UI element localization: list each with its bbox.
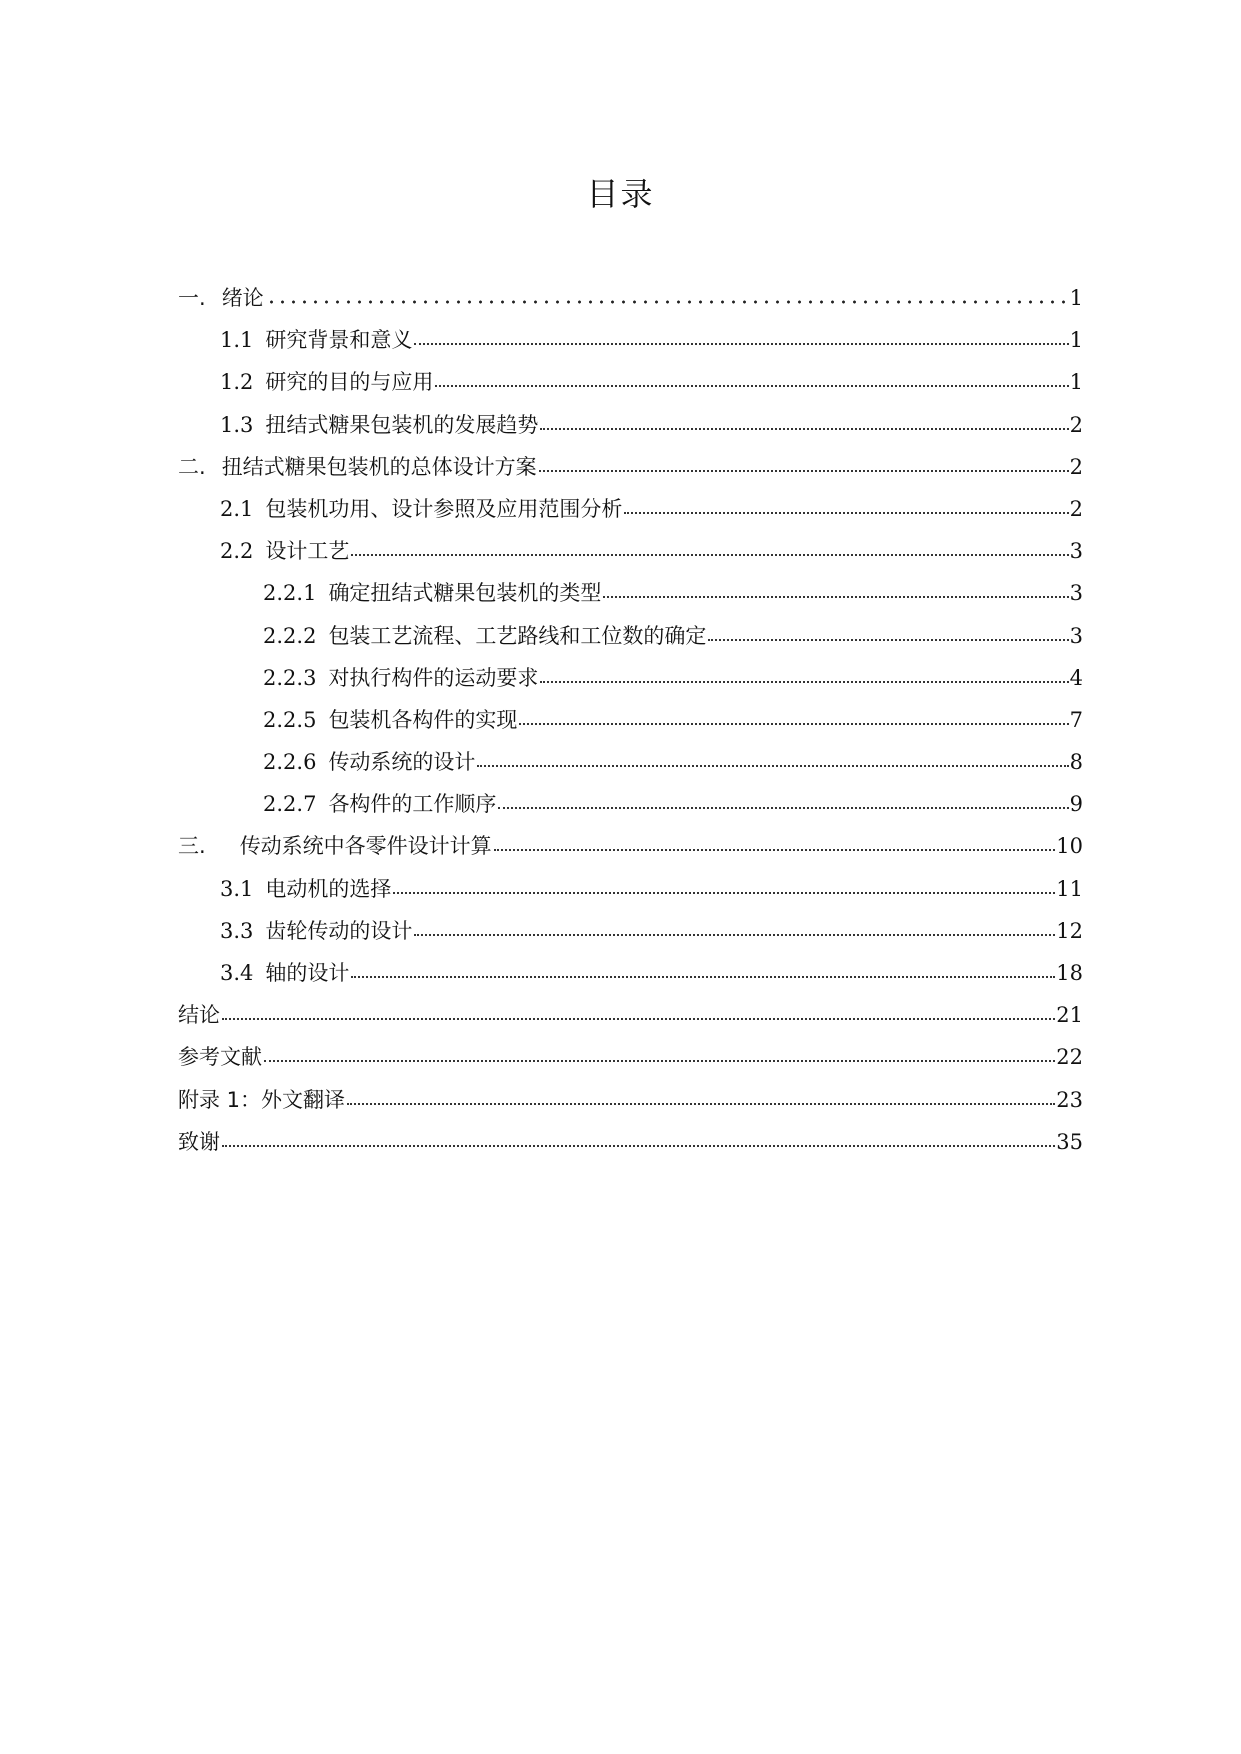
toc-entry-page: 3 <box>1069 539 1083 564</box>
toc-entry-label: 研究的目的与应用 <box>265 370 434 395</box>
dot-leader <box>539 469 1069 472</box>
toc-entry-number: 3.1 <box>220 876 254 901</box>
toc-entry[interactable] <box>178 1086 1083 1128</box>
toc-entry-label: 绪论 <box>221 286 264 310</box>
toc-entry-page: 12 <box>1056 918 1083 943</box>
toc-entry-page: 35 <box>1056 1129 1083 1154</box>
toc-entry[interactable] <box>178 790 1083 832</box>
toc-entry-number: 2.1 <box>220 496 254 521</box>
toc-entry-page: 9 <box>1069 792 1083 817</box>
toc-entry-page: 2 <box>1069 496 1083 521</box>
toc-entry-page: 21 <box>1056 1003 1083 1028</box>
toc-entry-label: 轴的设计 <box>265 961 350 985</box>
toc-entry-label: 各构件的工作顺序 <box>328 792 497 817</box>
toc-entry-page: 2 <box>1069 412 1083 437</box>
toc-entry-label: 包装工艺流程、工艺路线和工位数的确定 <box>328 623 707 648</box>
dot-leader <box>477 764 1068 767</box>
dot-leader <box>494 848 1056 851</box>
toc-entry-number: 1.2 <box>220 370 254 395</box>
dot-leader <box>435 384 1068 387</box>
toc-entry[interactable] <box>178 748 1083 790</box>
toc-entry-page: 3 <box>1069 623 1083 648</box>
toc-entry[interactable] <box>178 284 1083 326</box>
toc-entry-number: 2.2.6 <box>263 750 317 775</box>
toc-entry[interactable] <box>178 664 1083 706</box>
toc-entry-number: 1.3 <box>220 412 254 437</box>
toc-entry[interactable] <box>178 706 1083 748</box>
toc-entry[interactable] <box>178 1128 1083 1170</box>
toc-entry[interactable] <box>178 1043 1083 1085</box>
toc-entry-number: 2.2.5 <box>263 707 317 732</box>
toc-entry-label: 传动系统的设计 <box>328 750 476 775</box>
toc-entry-page: 1 <box>1069 328 1083 353</box>
toc-entry-label: 设计工艺 <box>265 539 350 564</box>
dot-leader <box>222 1017 1055 1020</box>
dot-leader <box>414 933 1055 936</box>
dot-leader <box>540 427 1068 430</box>
toc-entry-label: 包装机功用、设计参照及应用范围分析 <box>265 496 623 521</box>
dot-leader <box>540 680 1068 683</box>
toc-entry[interactable] <box>178 411 1083 453</box>
toc-entry-page: 22 <box>1056 1045 1083 1070</box>
toc-entry[interactable] <box>178 832 1083 874</box>
toc-entry[interactable] <box>178 326 1083 368</box>
toc-entry-number: 2.2.2 <box>263 623 317 648</box>
toc-entry-number: 2.2.3 <box>263 665 317 690</box>
toc-entry-page: 7 <box>1069 707 1083 732</box>
toc-entry-number: 2.2 <box>220 539 254 564</box>
dot-leader <box>498 806 1068 809</box>
toc-entry[interactable] <box>178 368 1083 410</box>
toc-entry-page: 18 <box>1056 961 1083 985</box>
toc-entry-number: 2.2.1 <box>263 581 317 606</box>
toc-entry-label: 电动机的选择 <box>265 876 392 901</box>
toc-entry-page: 10 <box>1056 834 1083 859</box>
toc-entry-label: 传动系统中各零件设计计算 <box>239 834 492 859</box>
toc-entry-page: 4 <box>1069 665 1083 690</box>
dot-leader <box>351 553 1068 556</box>
toc-entry[interactable] <box>178 1001 1083 1043</box>
toc-entry-page: 1 <box>1069 286 1083 310</box>
toc-entry[interactable] <box>178 959 1083 1001</box>
toc-entry-label: 扭结式糖果包装机的发展趋势 <box>265 412 539 437</box>
toc-entry-page: 2 <box>1069 454 1083 479</box>
toc-entry[interactable] <box>178 622 1083 664</box>
toc-title: 目录 <box>586 175 655 213</box>
toc-entry-page: 8 <box>1069 750 1083 775</box>
toc-entry-page: 3 <box>1069 581 1083 606</box>
dot-leader <box>603 595 1068 598</box>
toc-entry-label: 包装机各构件的实现 <box>328 707 518 732</box>
toc-entry-number: 二. <box>178 454 206 479</box>
toc-entry-label: 致谢 <box>178 1129 220 1154</box>
dot-leader <box>351 975 1055 978</box>
dot-leader <box>264 1059 1055 1062</box>
toc-entry[interactable] <box>178 579 1083 621</box>
toc-entry-label: 结论 <box>178 1003 220 1028</box>
dot-leader <box>393 891 1055 894</box>
toc-entry-number: 2.2.7 <box>263 792 317 817</box>
toc-entry-number: 一. <box>178 286 206 310</box>
toc-entry-label: 确定扭结式糖果包装机的类型 <box>328 581 602 606</box>
toc-entry-label: 附录 1：外文翻译 <box>178 1087 346 1112</box>
toc-entry-number: 三. <box>178 834 206 859</box>
toc-entry[interactable] <box>178 495 1083 537</box>
dot-leader <box>266 300 1069 304</box>
toc-entry-page: 11 <box>1056 876 1083 901</box>
toc-entry-page: 23 <box>1056 1087 1083 1112</box>
toc-entry[interactable] <box>178 453 1083 495</box>
toc-entry-label: 参考文献 <box>178 1045 262 1070</box>
toc-entry-label: 扭结式糖果包装机的总体设计方案 <box>221 454 537 479</box>
dot-leader <box>519 722 1068 725</box>
toc-entry[interactable] <box>178 537 1083 579</box>
toc-entry-label: 对执行构件的运动要求 <box>328 665 539 690</box>
dot-leader <box>624 511 1068 514</box>
toc-entry-label: 齿轮传动的设计 <box>265 918 413 943</box>
toc-entry[interactable] <box>178 917 1083 959</box>
dot-leader <box>414 342 1068 345</box>
toc-entry-label: 研究背景和意义 <box>265 328 413 353</box>
dot-leader <box>222 1144 1055 1147</box>
toc-entry-number: 3.4 <box>220 961 254 985</box>
toc-entry-number: 3.3 <box>220 918 254 943</box>
table-of-contents <box>178 284 1083 1170</box>
toc-entry[interactable] <box>178 875 1083 917</box>
toc-entry-number: 1.1 <box>220 328 254 353</box>
dot-leader <box>708 638 1068 641</box>
toc-entry-page: 1 <box>1069 370 1083 395</box>
dot-leader <box>347 1102 1055 1105</box>
